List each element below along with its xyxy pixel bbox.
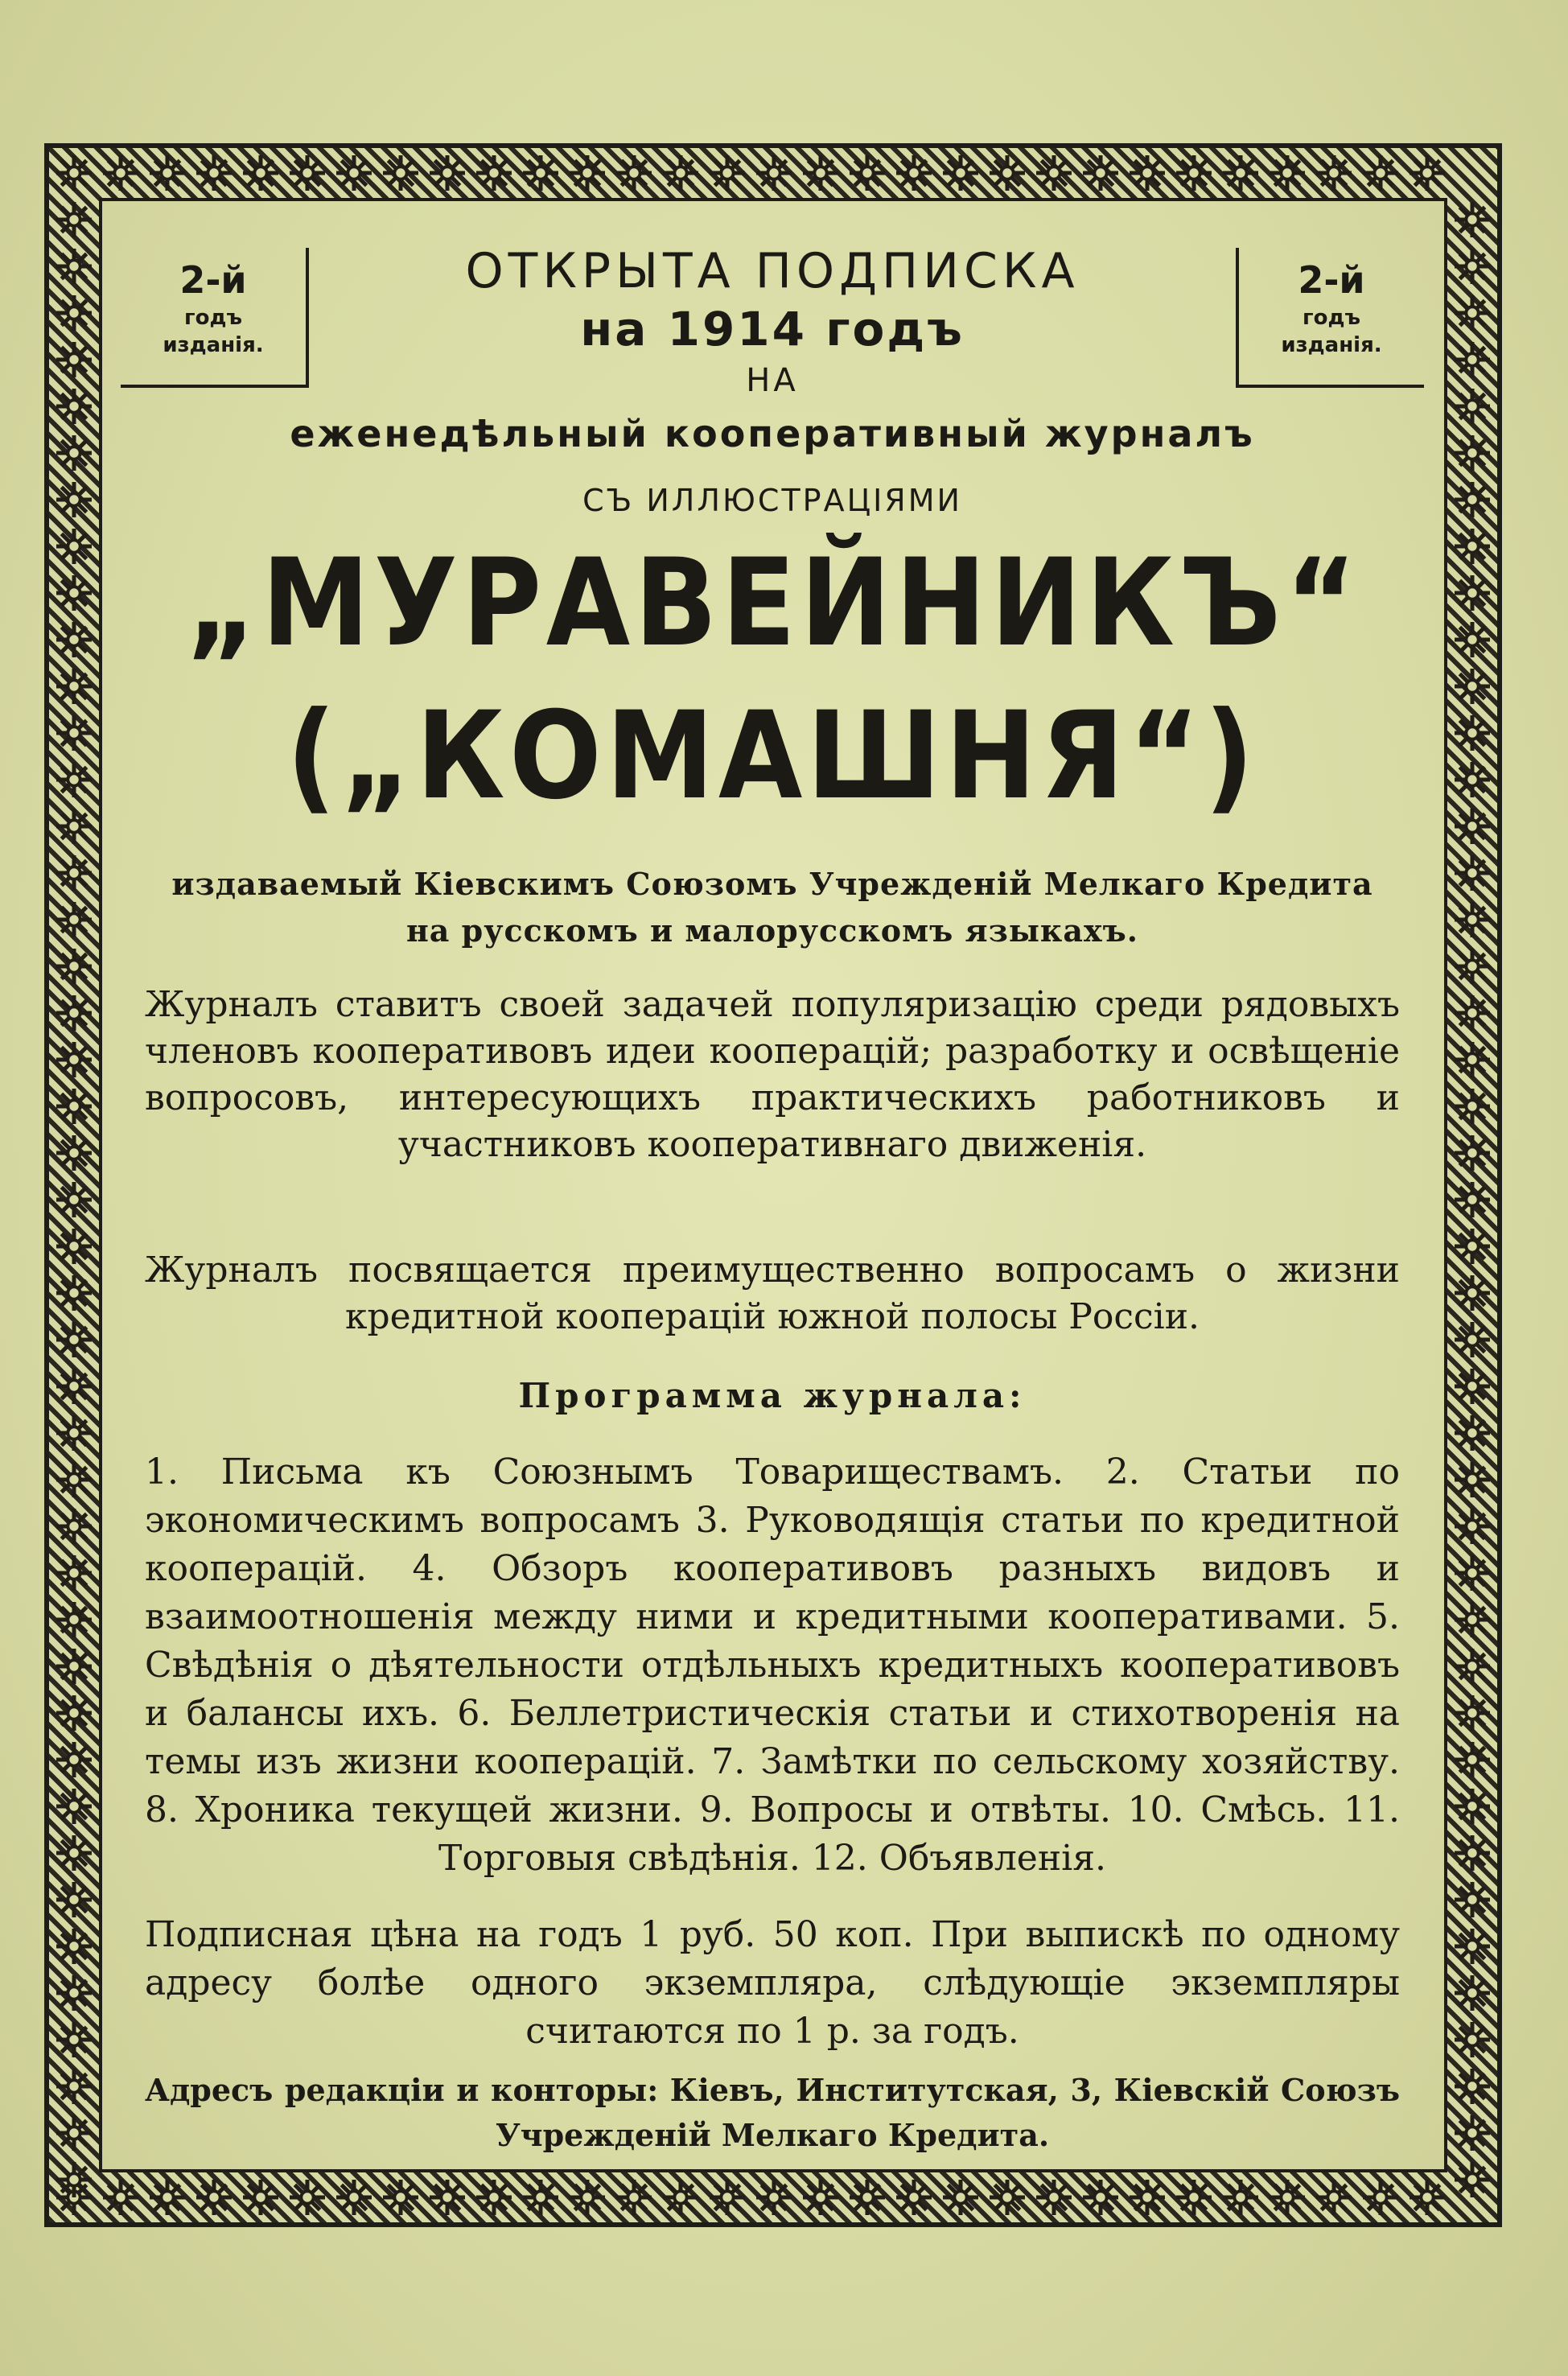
ornament-star-icon xyxy=(56,2115,92,2151)
ornament-star-icon xyxy=(990,155,1025,191)
program-list: 1. Письма къ Союзнымъ Товариществамъ. 2. Статьи по экономическимъ вопросамъ 3. Руководящія статьи по кредитной кооперацій. 4. Обзоръ кооперативовъ разныхъ видовъ и взаимоотношенія между ними и кредитными кооперативами. 5. Свѣдѣнія о дѣятельности отдѣльныхъ кредитныхъ кооперативовъ и балансы ихъ. 6. Беллетристическія статьи и стихотворенія на темы изъ жизни кооперацій. 7. Замѣтки по сельскому хозяйству. 8. Хроника текущей жизни. 9. Вопросы и отвѣты. 10. Смѣсь. 11. Торговыя свѣдѣнія. 12. Объявленія. xyxy=(145,1452,1400,1879)
journal-illustrations: СЪ ИЛЛЮСТРАЦІЯМИ xyxy=(582,483,962,518)
ornament-star-icon xyxy=(383,2180,418,2215)
ornament-star-icon xyxy=(1455,1415,1490,1451)
ornament-star-icon xyxy=(56,2022,92,2057)
ornament-star-icon xyxy=(1455,995,1490,1031)
ornament-star-icon xyxy=(523,155,558,191)
ornament-star-icon xyxy=(290,2180,325,2215)
edition-year-right-label1: годъ xyxy=(1303,306,1360,330)
ornament-star-icon xyxy=(756,155,792,191)
ornament-star-icon xyxy=(1363,2180,1398,2215)
ornament-star-icon xyxy=(1455,389,1490,424)
ornament-star-icon xyxy=(56,1322,92,1357)
ornament-star-icon xyxy=(616,155,652,191)
ornament-star-icon xyxy=(1455,1089,1490,1124)
ornament-star-icon xyxy=(103,2180,138,2215)
ornament-star-icon xyxy=(850,155,885,191)
ornament-star-icon xyxy=(1455,2022,1490,2057)
ornament-star-icon xyxy=(1455,482,1490,517)
ornament-star-icon xyxy=(1036,2180,1072,2215)
edition-year-left xyxy=(121,248,309,388)
ornament-star-icon xyxy=(1455,1835,1490,1871)
journal-description: еженедѣльный кооперативный журналъ xyxy=(290,412,1255,455)
ornament-star-icon xyxy=(1410,155,1445,191)
ornament-star-icon xyxy=(150,2180,185,2215)
edition-year-left-label1: годъ xyxy=(184,306,242,330)
ornament-star-icon xyxy=(1455,622,1490,657)
ornament-star-icon xyxy=(1316,155,1352,191)
ornament-star-icon xyxy=(1223,155,1258,191)
ornament-star-icon xyxy=(56,855,92,891)
ornament-star-icon xyxy=(56,809,92,844)
ornament-star-icon xyxy=(1083,2180,1118,2215)
ornament-star-icon xyxy=(1316,2180,1352,2215)
ornament-star-icon xyxy=(336,155,372,191)
ornament-star-icon xyxy=(56,622,92,657)
ornament-star-icon xyxy=(56,342,92,377)
ornament-star-icon xyxy=(383,155,418,191)
program-heading: Программа журнала: xyxy=(518,1376,1027,1415)
subscription-year: на 1914 годъ xyxy=(580,302,965,356)
ornament-star-icon xyxy=(1455,1369,1490,1404)
ornament-star-icon xyxy=(756,2180,792,2215)
ornament-star-icon xyxy=(1455,1929,1490,1964)
ornament-star-icon xyxy=(56,715,92,751)
ornament-star-icon xyxy=(1455,715,1490,751)
ornament-star-icon xyxy=(56,295,92,331)
ornament-star-icon xyxy=(1455,202,1490,237)
ornament-star-icon xyxy=(1455,1275,1490,1311)
advertisement-content xyxy=(121,209,1424,2164)
ornament-star-icon xyxy=(56,1229,92,1264)
ornament-star-icon xyxy=(1270,155,1305,191)
ornament-star-icon xyxy=(56,1182,92,1217)
ornament-star-icon xyxy=(523,2180,558,2215)
ornament-star-icon xyxy=(56,529,92,564)
ornament-star-icon xyxy=(1363,155,1398,191)
edition-year-right-label2: изданія. xyxy=(1281,333,1382,357)
ornament-star-icon xyxy=(56,1742,92,1777)
ornament-star-icon xyxy=(56,1089,92,1124)
ornament-star-icon xyxy=(1130,155,1165,191)
ornament-star-icon xyxy=(1036,155,1072,191)
ornament-star-icon xyxy=(196,2180,232,2215)
ornament-star-icon xyxy=(56,1042,92,1077)
ornament-star-icon xyxy=(943,155,978,191)
ornament-star-icon xyxy=(56,1415,92,1451)
ornament-star-icon xyxy=(616,2180,652,2215)
ornament-star-icon xyxy=(56,1649,92,1684)
ornament-star-icon xyxy=(896,155,932,191)
ornament-star-icon xyxy=(56,435,92,471)
ornament-star-icon xyxy=(56,155,92,191)
ornament-star-icon xyxy=(56,202,92,237)
ornament-star-icon xyxy=(56,1509,92,1544)
ornament-star-icon xyxy=(1455,1462,1490,1497)
ornament-star-icon xyxy=(1455,1602,1490,1637)
journal-subtitle: („КОМАШНЯ“) xyxy=(286,686,1258,826)
ornament-star-icon xyxy=(430,155,465,191)
ornament-star-icon xyxy=(1455,1695,1490,1731)
ornament-star-icon xyxy=(56,575,92,611)
ornament-star-icon xyxy=(56,249,92,284)
ornament-star-icon xyxy=(1176,155,1212,191)
ornament-star-icon xyxy=(1455,1322,1490,1357)
ornament-star-icon xyxy=(1455,1649,1490,1684)
ornament-star-icon xyxy=(1455,1742,1490,1777)
ornament-star-icon xyxy=(1455,295,1490,331)
subscription-price: Подписная цѣна на годъ 1 руб. 50 коп. При выпискѣ по одному адресу болѣе одного экземпляра, слѣдующіе экземпляры считаются по 1 р. за годъ. xyxy=(145,1914,1400,2052)
ornament-star-icon xyxy=(476,155,512,191)
ornament-star-icon xyxy=(990,2180,1025,2215)
purpose-paragraph: Журналъ ставитъ своей задачей популяризацію среди рядовыхъ членовъ кооперативовъ идеи кооперацій; разработку и освѣщеніе вопросовъ, интересующихъ практическихъ работниковъ и участниковъ кооперативнаго движенія. xyxy=(145,984,1400,1165)
ornament-star-icon xyxy=(1455,669,1490,704)
ornament-star-icon xyxy=(710,2180,745,2215)
ornament-star-icon xyxy=(476,2180,512,2215)
ornament-star-icon xyxy=(896,2180,932,2215)
ornament-star-icon xyxy=(1223,2180,1258,2215)
ornament-star-icon xyxy=(1455,2069,1490,2104)
ornament-star-icon xyxy=(1176,2180,1212,2215)
ornament-star-icon xyxy=(1455,2162,1490,2197)
ornament-star-icon xyxy=(1455,1882,1490,1917)
ornament-star-icon xyxy=(570,2180,605,2215)
focus-paragraph: Журналъ посвящается преимущественно вопросамъ о жизни кредитной кооперацій южной полосы Россіи. xyxy=(145,1250,1400,1337)
ornament-star-icon xyxy=(56,1882,92,1917)
ornament-star-icon xyxy=(290,155,325,191)
ornament-star-icon xyxy=(56,1275,92,1311)
ornament-star-icon xyxy=(56,2069,92,2104)
ornament-star-icon xyxy=(803,155,838,191)
ornament-star-icon xyxy=(56,669,92,704)
ornament-star-icon xyxy=(1455,762,1490,797)
ornament-star-icon xyxy=(1455,342,1490,377)
ornament-star-icon xyxy=(243,2180,278,2215)
ornament-star-icon xyxy=(56,995,92,1031)
ornament-star-icon xyxy=(1083,155,1118,191)
ornament-star-icon xyxy=(710,155,745,191)
ornament-star-icon xyxy=(56,1789,92,1824)
subscription-on: НА xyxy=(746,362,799,399)
ornament-star-icon xyxy=(56,389,92,424)
ornament-star-icon xyxy=(56,1929,92,1964)
ornament-star-icon xyxy=(1455,529,1490,564)
ornament-star-icon xyxy=(1455,855,1490,891)
ornament-star-icon xyxy=(663,155,698,191)
ornament-star-icon xyxy=(56,1555,92,1591)
ornament-star-icon xyxy=(570,155,605,191)
publisher-line: издаваемый Кіевскимъ Союзомъ Учрежденій Мелкаго Кредита на русскомъ и малорусскомъ языкахъ. xyxy=(171,866,1373,949)
ornament-star-icon xyxy=(56,1835,92,1871)
edition-year-left-number: 2-й xyxy=(179,258,247,302)
ornament-star-icon xyxy=(56,1462,92,1497)
edition-year-left-label2: изданія. xyxy=(163,333,264,357)
ornament-star-icon xyxy=(1455,1789,1490,1824)
ornament-star-icon xyxy=(803,2180,838,2215)
edition-year-right-number: 2-й xyxy=(1298,258,1365,302)
ornament-star-icon xyxy=(1455,1555,1490,1591)
ornament-star-icon xyxy=(56,949,92,984)
ornament-star-icon xyxy=(1455,1509,1490,1544)
ornament-star-icon xyxy=(336,2180,372,2215)
ornament-star-icon xyxy=(1130,2180,1165,2215)
journal-title: „МУРАВЕЙНИКЪ“ xyxy=(186,533,1361,673)
ornament-star-icon xyxy=(56,1975,92,2011)
editorial-address: Адресъ редакціи и конторы: Кіевъ, Институтская, 3, Кіевскій Союзъ Учрежденій Мелкаго Кредита. xyxy=(145,2072,1400,2153)
ornament-star-icon xyxy=(1410,2180,1445,2215)
subscription-heading: ОТКРЫТА ПОДПИСКА xyxy=(465,243,1080,299)
ornament-star-icon xyxy=(663,2180,698,2215)
ornament-star-icon xyxy=(1455,1975,1490,2011)
ornament-star-icon xyxy=(1455,249,1490,284)
edition-year-right xyxy=(1236,248,1424,388)
ornament-star-icon xyxy=(243,155,278,191)
ornament-star-icon xyxy=(56,1135,92,1171)
ornament-star-icon xyxy=(1270,2180,1305,2215)
ornament-star-icon xyxy=(56,482,92,517)
ornament-star-icon xyxy=(103,155,138,191)
ornament-star-icon xyxy=(943,2180,978,2215)
ornament-star-icon xyxy=(1455,949,1490,984)
ornament-star-icon xyxy=(430,2180,465,2215)
ornament-star-icon xyxy=(56,2162,92,2197)
ornament-star-icon xyxy=(56,902,92,937)
ornament-star-icon xyxy=(850,2180,885,2215)
ornament-star-icon xyxy=(1455,1135,1490,1171)
ornament-star-icon xyxy=(1455,435,1490,471)
ornament-star-icon xyxy=(1455,1042,1490,1077)
ornament-star-icon xyxy=(56,762,92,797)
ornament-star-icon xyxy=(1455,1229,1490,1264)
ornament-star-icon xyxy=(1455,809,1490,844)
ornament-star-icon xyxy=(196,155,232,191)
ornament-star-icon xyxy=(56,1369,92,1404)
ornament-star-icon xyxy=(56,1695,92,1731)
ornament-star-icon xyxy=(1455,2115,1490,2151)
ornament-star-icon xyxy=(1455,902,1490,937)
ornament-star-icon xyxy=(1455,1182,1490,1217)
ornament-star-icon xyxy=(56,1602,92,1637)
ornament-star-icon xyxy=(1455,575,1490,611)
ornament-star-icon xyxy=(150,155,185,191)
